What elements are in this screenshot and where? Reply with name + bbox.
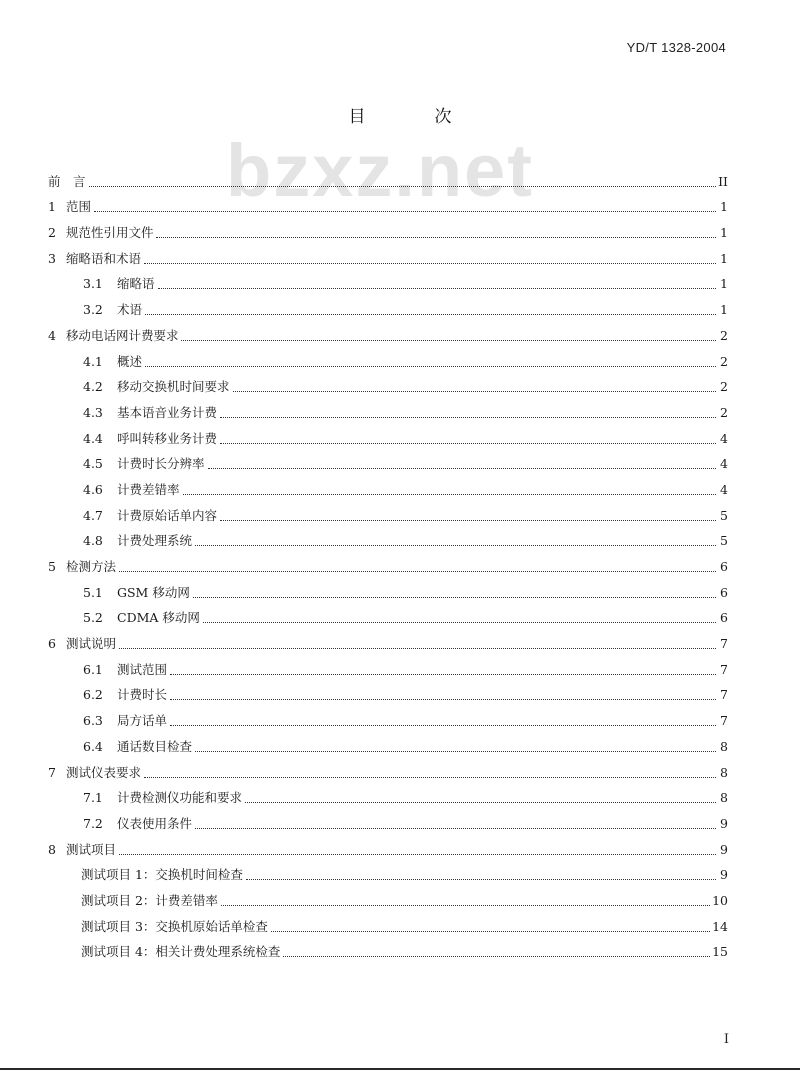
toc-entry-label: 呼叫转移业务计费 <box>117 430 218 446</box>
toc-entry-number: 4.8 <box>83 533 103 549</box>
toc-entry-number: 7.2 <box>83 815 103 831</box>
toc-entry[interactable] <box>48 267 728 293</box>
toc-entry-number: 4.1 <box>83 353 103 369</box>
toc-entry-label: 检测方法 <box>65 559 116 574</box>
toc-leader-dots <box>94 210 716 212</box>
toc-entry-page: 14 <box>712 918 728 934</box>
toc-entry-page: 6 <box>720 559 728 574</box>
toc-entry[interactable] <box>48 190 728 216</box>
toc-leader-dots <box>156 236 716 238</box>
toc-entry-label: 测试范围 <box>117 661 168 677</box>
toc-entry[interactable] <box>48 344 728 370</box>
toc-leader-dots <box>220 442 716 444</box>
toc-leader-dots <box>183 493 716 495</box>
toc-entry-label: 基本语音业务计费 <box>117 404 218 420</box>
toc-entry[interactable] <box>48 241 728 267</box>
toc-entry[interactable] <box>48 292 728 318</box>
toc-entry-page: 5 <box>720 507 728 523</box>
toc-entry-page: 1 <box>720 199 728 215</box>
toc-entry-number: 6 <box>48 636 56 652</box>
toc-entry-label: 计费差错率 <box>117 481 180 497</box>
toc-entry[interactable] <box>48 575 728 601</box>
toc-entry-number: 4.2 <box>83 379 103 395</box>
toc-entry[interactable] <box>48 549 728 575</box>
toc-leader-dots <box>158 287 716 289</box>
toc-leader-dots <box>170 724 716 726</box>
toc-entry[interactable] <box>48 370 728 396</box>
toc-leader-dots <box>144 262 716 264</box>
toc-entry-number: 6.4 <box>83 738 103 754</box>
toc-entry[interactable] <box>48 935 728 961</box>
toc-entry-label: 计费时长分辨率 <box>117 456 205 472</box>
toc-entry-label: 测试说明 <box>65 636 116 652</box>
toc-leader-dots <box>145 313 716 315</box>
toc-entry-page: 2 <box>720 327 728 343</box>
toc-entry[interactable] <box>48 806 728 832</box>
toc-entry-label: 测试项目 <box>65 841 116 857</box>
toc-entry-page: 5 <box>720 533 728 549</box>
toc-entry-number: 5.2 <box>83 610 103 626</box>
toc-leader-dots <box>119 647 716 649</box>
toc-entry-page: 7 <box>720 636 728 652</box>
toc-entry-page: 6 <box>720 610 728 626</box>
toc-entry-page: 1 <box>720 250 728 266</box>
toc-leader-dots <box>119 853 716 855</box>
toc-entry-page: 4 <box>720 481 728 497</box>
toc-entry-page: 7 <box>720 661 728 677</box>
toc-leader-dots <box>283 955 710 957</box>
toc-entry[interactable] <box>48 678 728 704</box>
toc-entry-label: 测试项目 1：交换机时间检查 <box>81 867 243 883</box>
toc-entry-page: 9 <box>720 867 728 883</box>
toc-entry[interactable] <box>48 781 728 807</box>
toc-leader-dots <box>221 904 710 906</box>
toc-entry[interactable] <box>48 601 728 627</box>
toc-entry[interactable] <box>48 703 728 729</box>
toc-entry-page: 1 <box>720 225 728 241</box>
toc-entry-number: 4.3 <box>83 404 103 420</box>
toc-entry-page: 4 <box>720 430 728 446</box>
toc-entry-number: 4.5 <box>83 456 103 472</box>
toc-leader-dots <box>220 416 716 418</box>
toc-leader-dots <box>89 185 716 187</box>
toc-entry-label: 测试项目 3：交换机原始话单检查 <box>81 918 268 934</box>
toc-entry[interactable] <box>48 626 728 652</box>
toc-entry-label: 范围 <box>65 199 91 215</box>
document-code: YD/T 1328-2004 <box>626 40 726 55</box>
toc-entry[interactable] <box>48 909 728 935</box>
toc-entry-number: 3 <box>48 250 56 266</box>
toc-entry-number: 5 <box>48 559 56 574</box>
toc-entry-page: 8 <box>720 790 728 806</box>
toc-entry-page: II <box>718 173 728 189</box>
toc-entry-page: 7 <box>720 713 728 729</box>
toc-entry-number: 6.1 <box>83 661 103 677</box>
toc-entry-label: 局方话单 <box>117 713 168 729</box>
toc-entry-page: 9 <box>720 815 728 831</box>
toc-entry-label: 计费时长 <box>117 687 168 703</box>
toc-entry-label: 缩略语和术语 <box>65 250 141 266</box>
toc-leader-dots <box>220 519 716 521</box>
toc-entry[interactable] <box>48 858 728 884</box>
toc-entry-number: 4.4 <box>83 430 103 446</box>
toc-entry-label: 计费检测仪功能和要求 <box>117 790 243 806</box>
toc-entry[interactable] <box>48 215 728 241</box>
toc-entry-label: CDMA 移动网 <box>117 610 200 626</box>
toc-leader-dots <box>193 596 716 598</box>
toc-entry-label: 计费原始话单内容 <box>117 507 218 523</box>
toc-leader-dots <box>208 467 716 469</box>
toc-entry-page: 2 <box>720 404 728 420</box>
table-of-contents <box>48 164 728 960</box>
toc-entry[interactable] <box>48 883 728 909</box>
toc-entry-label: 缩略语 <box>117 276 155 292</box>
toc-entry-page: 1 <box>720 302 728 318</box>
toc-entry-page: 6 <box>720 584 728 600</box>
toc-leader-dots <box>195 750 716 752</box>
page-title: 目 次 <box>348 107 478 127</box>
toc-leader-dots <box>245 801 716 803</box>
toc-leader-dots <box>145 365 716 367</box>
toc-entry[interactable] <box>48 164 728 190</box>
toc-entry-label: 测试项目 2：计费差错率 <box>81 892 218 908</box>
toc-entry-label: 仪表使用条件 <box>117 815 193 831</box>
toc-entry-number: 6.3 <box>83 713 103 729</box>
toc-entry-number: 8 <box>48 841 56 857</box>
toc-entry-page: 8 <box>720 764 728 780</box>
toc-entry-page: 1 <box>720 276 728 292</box>
toc-entry[interactable] <box>48 447 728 473</box>
toc-entry-page: 15 <box>712 944 728 960</box>
toc-leader-dots <box>246 878 716 880</box>
toc-entry-number: 7 <box>48 764 56 780</box>
toc-entry-label: 前 言 <box>48 173 86 189</box>
toc-entry-number: 4 <box>48 327 56 343</box>
toc-leader-dots <box>119 570 716 572</box>
watermark: bzxz.net <box>226 129 534 212</box>
toc-leader-dots <box>195 544 716 546</box>
toc-entry-number: 3.1 <box>83 276 103 292</box>
toc-leader-dots <box>233 390 716 392</box>
toc-leader-dots <box>271 930 710 932</box>
toc-entry[interactable] <box>48 652 728 678</box>
toc-entry[interactable] <box>48 755 728 781</box>
toc-entry-number: 2 <box>48 225 56 241</box>
toc-entry[interactable] <box>48 524 728 550</box>
toc-leader-dots <box>203 621 716 623</box>
toc-entry[interactable] <box>48 395 728 421</box>
toc-entry-page: 2 <box>720 353 728 369</box>
bottom-rule <box>0 1068 800 1070</box>
toc-entry[interactable] <box>48 498 728 524</box>
toc-entry-page: 9 <box>720 841 728 857</box>
toc-entry-number: 1 <box>48 199 56 215</box>
toc-entry-label: 测试项目 4：相关计费处理系统检查 <box>81 944 281 960</box>
toc-leader-dots <box>195 827 716 829</box>
toc-entry-label: 概述 <box>117 353 143 369</box>
toc-leader-dots <box>181 339 716 341</box>
toc-entry-label: 移动交换机时间要求 <box>117 379 230 395</box>
toc-entry-label: GSM 移动网 <box>117 584 190 600</box>
page-number: I <box>723 1032 729 1047</box>
toc-entry-page: 8 <box>720 738 728 754</box>
toc-leader-dots <box>170 698 716 700</box>
toc-entry-page: 4 <box>720 456 728 472</box>
toc-leader-dots <box>170 673 716 675</box>
toc-entry-number: 3.2 <box>83 302 103 318</box>
toc-entry-page: 10 <box>712 892 728 908</box>
toc-entry-label: 测试仪表要求 <box>65 764 141 780</box>
toc-entry-label: 移动电话网计费要求 <box>65 327 179 343</box>
toc-entry-number: 7.1 <box>83 790 103 806</box>
toc-entry-number: 4.7 <box>83 507 103 523</box>
toc-entry[interactable] <box>48 832 728 858</box>
toc-leader-dots <box>144 776 716 778</box>
toc-entry-number: 4.6 <box>83 481 103 497</box>
toc-entry[interactable] <box>48 472 728 498</box>
toc-entry-number: 5.1 <box>83 584 103 600</box>
toc-entry-label: 规范性引用文件 <box>65 225 154 241</box>
toc-entry-number: 6.2 <box>83 687 103 703</box>
toc-entry-page: 7 <box>720 687 728 703</box>
toc-entry-label: 术语 <box>117 302 143 318</box>
toc-entry-page: 2 <box>720 379 728 395</box>
toc-entry[interactable] <box>48 729 728 755</box>
toc-entry-label: 通话数目检查 <box>117 738 193 754</box>
toc-entry-label: 计费处理系统 <box>117 533 193 549</box>
toc-entry[interactable] <box>48 421 728 447</box>
toc-entry[interactable] <box>48 318 728 344</box>
